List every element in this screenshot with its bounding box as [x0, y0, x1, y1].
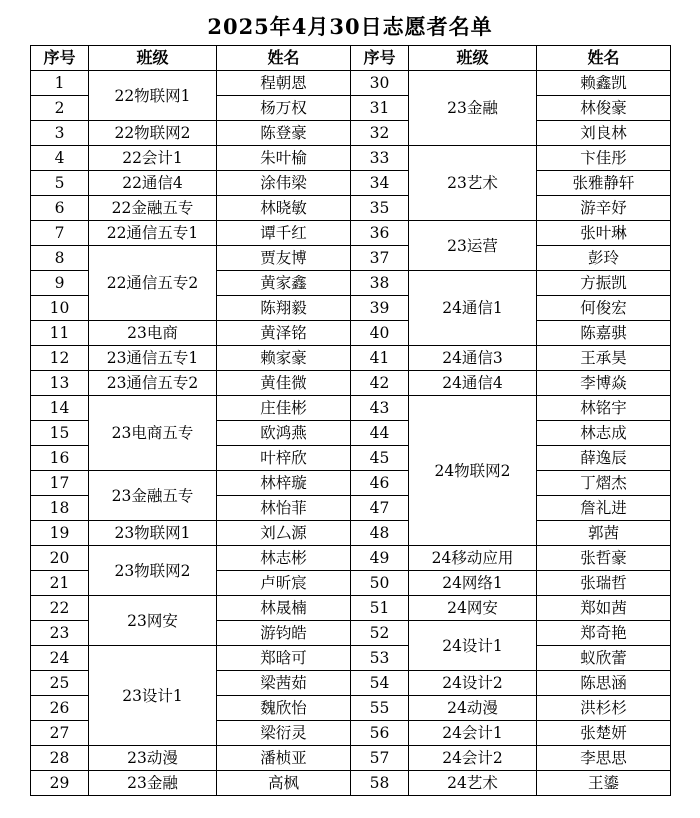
volunteer-name: 陈思涵	[537, 671, 671, 696]
table-row	[31, 521, 671, 546]
volunteer-name: 涂伟梁	[217, 171, 351, 196]
row-number: 3	[31, 121, 89, 146]
volunteer-name: 薛逸辰	[537, 446, 671, 471]
row-number: 35	[351, 196, 409, 221]
volunteer-table	[30, 45, 671, 796]
row-number: 57	[351, 746, 409, 771]
row-number: 53	[351, 646, 409, 671]
volunteer-name: 程朝恩	[217, 71, 351, 96]
class-cell: 23金融	[89, 771, 217, 796]
volunteer-name: 黄佳微	[217, 371, 351, 396]
row-number: 33	[351, 146, 409, 171]
volunteer-name: 游钧皓	[217, 621, 351, 646]
volunteer-name: 黄泽铭	[217, 321, 351, 346]
row-number: 9	[31, 271, 89, 296]
row-number: 41	[351, 346, 409, 371]
table-row	[31, 321, 671, 346]
row-number: 52	[351, 621, 409, 646]
row-number: 5	[31, 171, 89, 196]
volunteer-name: 郑奇艳	[537, 621, 671, 646]
class-cell: 24设计2	[409, 671, 537, 696]
row-number: 51	[351, 596, 409, 621]
table-row	[31, 546, 671, 571]
volunteer-name: 刘良林	[537, 121, 671, 146]
volunteer-name: 陈嘉骐	[537, 321, 671, 346]
class-cell: 23电商五专	[89, 396, 217, 471]
volunteer-name: 梁茜茹	[217, 671, 351, 696]
table-row	[31, 596, 671, 621]
class-cell: 24通信4	[409, 371, 537, 396]
volunteer-name: 高枫	[217, 771, 351, 796]
row-number: 4	[31, 146, 89, 171]
header-class: 班级	[89, 46, 217, 71]
volunteer-name: 杨万权	[217, 96, 351, 121]
volunteer-name: 王鎏	[537, 771, 671, 796]
volunteer-name: 游辛妤	[537, 196, 671, 221]
row-number: 14	[31, 396, 89, 421]
class-cell: 23网安	[89, 596, 217, 646]
class-cell: 23设计1	[89, 646, 217, 746]
row-number: 31	[351, 96, 409, 121]
volunteer-name: 黄家鑫	[217, 271, 351, 296]
volunteer-name: 张楚妍	[537, 721, 671, 746]
class-cell: 22物联网1	[89, 71, 217, 121]
table-row	[31, 146, 671, 171]
header-row	[31, 46, 671, 71]
volunteer-name: 陈登豪	[217, 121, 351, 146]
volunteer-name: 赖鑫凯	[537, 71, 671, 96]
row-number: 24	[31, 646, 89, 671]
volunteer-name: 陈翔毅	[217, 296, 351, 321]
row-number: 25	[31, 671, 89, 696]
class-cell: 22会计1	[89, 146, 217, 171]
volunteer-name: 赖家豪	[217, 346, 351, 371]
volunteer-name: 洪杉杉	[537, 696, 671, 721]
table-row	[31, 121, 671, 146]
volunteer-name: 李博焱	[537, 371, 671, 396]
row-number: 16	[31, 446, 89, 471]
row-number: 29	[31, 771, 89, 796]
volunteer-name: 梁衍灵	[217, 721, 351, 746]
volunteer-name: 潘桢亚	[217, 746, 351, 771]
class-cell: 22通信五专1	[89, 221, 217, 246]
table-row	[31, 246, 671, 271]
header-class: 班级	[409, 46, 537, 71]
volunteer-name: 叶梓欣	[217, 446, 351, 471]
header-no: 序号	[31, 46, 89, 71]
volunteer-name: 丁熠杰	[537, 471, 671, 496]
row-number: 15	[31, 421, 89, 446]
row-number: 38	[351, 271, 409, 296]
class-cell: 24通信3	[409, 346, 537, 371]
row-number: 45	[351, 446, 409, 471]
class-cell: 23通信五专2	[89, 371, 217, 396]
class-cell: 23金融五专	[89, 471, 217, 521]
volunteer-name: 何俊宏	[537, 296, 671, 321]
table-row	[31, 346, 671, 371]
volunteer-name: 卢昕宸	[217, 571, 351, 596]
volunteer-name: 李思思	[537, 746, 671, 771]
table-row	[31, 471, 671, 496]
row-number: 21	[31, 571, 89, 596]
row-number: 27	[31, 721, 89, 746]
row-number: 11	[31, 321, 89, 346]
class-cell: 22通信五专2	[89, 246, 217, 321]
row-number: 17	[31, 471, 89, 496]
class-cell: 22物联网2	[89, 121, 217, 146]
volunteer-name: 张叶琳	[537, 221, 671, 246]
class-cell: 24动漫	[409, 696, 537, 721]
class-cell: 24会计1	[409, 721, 537, 746]
row-number: 56	[351, 721, 409, 746]
class-cell: 24移动应用	[409, 546, 537, 571]
class-cell: 23物联网2	[89, 546, 217, 596]
row-number: 28	[31, 746, 89, 771]
volunteer-name: 魏欣怡	[217, 696, 351, 721]
row-number: 6	[31, 196, 89, 221]
row-number: 22	[31, 596, 89, 621]
row-number: 20	[31, 546, 89, 571]
class-cell: 24设计1	[409, 621, 537, 671]
row-number: 44	[351, 421, 409, 446]
table-row	[31, 71, 671, 96]
class-cell: 23物联网1	[89, 521, 217, 546]
row-number: 48	[351, 521, 409, 546]
row-number: 47	[351, 496, 409, 521]
row-number: 39	[351, 296, 409, 321]
row-number: 58	[351, 771, 409, 796]
volunteer-name: 张哲豪	[537, 546, 671, 571]
volunteer-name: 张瑞哲	[537, 571, 671, 596]
row-number: 49	[351, 546, 409, 571]
volunteer-name: 王承昊	[537, 346, 671, 371]
header-name: 姓名	[217, 46, 351, 71]
class-cell: 23运营	[409, 221, 537, 271]
row-number: 8	[31, 246, 89, 271]
row-number: 30	[351, 71, 409, 96]
volunteer-name: 张雅静轩	[537, 171, 671, 196]
volunteer-name: 蚁欣蕾	[537, 646, 671, 671]
row-number: 23	[31, 621, 89, 646]
class-cell: 24通信1	[409, 271, 537, 346]
class-cell: 24物联网2	[409, 396, 537, 546]
volunteer-name: 郑如茜	[537, 596, 671, 621]
table-row	[31, 196, 671, 221]
class-cell: 23动漫	[89, 746, 217, 771]
volunteer-name: 林志彬	[217, 546, 351, 571]
class-cell: 24会计2	[409, 746, 537, 771]
volunteer-name: 林晓敏	[217, 196, 351, 221]
volunteer-name: 卞佳彤	[537, 146, 671, 171]
class-cell: 23金融	[409, 71, 537, 146]
volunteer-name: 林志成	[537, 421, 671, 446]
row-number: 40	[351, 321, 409, 346]
volunteer-name: 林晟楠	[217, 596, 351, 621]
row-number: 19	[31, 521, 89, 546]
row-number: 13	[31, 371, 89, 396]
table-row	[31, 371, 671, 396]
row-number: 50	[351, 571, 409, 596]
row-number: 10	[31, 296, 89, 321]
row-number: 54	[351, 671, 409, 696]
volunteer-name: 贾友博	[217, 246, 351, 271]
volunteer-name: 郭茜	[537, 521, 671, 546]
volunteer-name: 欧鸿燕	[217, 421, 351, 446]
class-cell: 24网安	[409, 596, 537, 621]
volunteer-name: 彭玲	[537, 246, 671, 271]
row-number: 34	[351, 171, 409, 196]
table-row	[31, 646, 671, 671]
row-number: 42	[351, 371, 409, 396]
row-number: 32	[351, 121, 409, 146]
row-number: 26	[31, 696, 89, 721]
row-number: 12	[31, 346, 89, 371]
class-cell: 23艺术	[409, 146, 537, 221]
class-cell: 24网络1	[409, 571, 537, 596]
row-number: 36	[351, 221, 409, 246]
class-cell: 22金融五专	[89, 196, 217, 221]
volunteer-name: 方振凯	[537, 271, 671, 296]
row-number: 7	[31, 221, 89, 246]
volunteer-name: 朱叶榆	[217, 146, 351, 171]
volunteer-name: 林怡菲	[217, 496, 351, 521]
page-title: 2025年4月30日志愿者名单	[207, 14, 493, 39]
class-cell: 22通信4	[89, 171, 217, 196]
header-name: 姓名	[537, 46, 671, 71]
class-cell: 23通信五专1	[89, 346, 217, 371]
row-number: 55	[351, 696, 409, 721]
table-row	[31, 771, 671, 796]
volunteer-name: 刘厶源	[217, 521, 351, 546]
class-cell: 23电商	[89, 321, 217, 346]
volunteer-name: 詹礼进	[537, 496, 671, 521]
row-number: 18	[31, 496, 89, 521]
volunteer-name: 谭千红	[217, 221, 351, 246]
volunteer-name: 林梓璇	[217, 471, 351, 496]
row-number: 2	[31, 96, 89, 121]
table-row	[31, 171, 671, 196]
row-number: 1	[31, 71, 89, 96]
table-row	[31, 746, 671, 771]
row-number: 43	[351, 396, 409, 421]
volunteer-name: 庄佳彬	[217, 396, 351, 421]
volunteer-name: 郑晗可	[217, 646, 351, 671]
table-row	[31, 396, 671, 421]
volunteer-name: 林铭宇	[537, 396, 671, 421]
volunteer-name: 林俊豪	[537, 96, 671, 121]
header-no: 序号	[351, 46, 409, 71]
class-cell: 24艺术	[409, 771, 537, 796]
row-number: 46	[351, 471, 409, 496]
row-number: 37	[351, 246, 409, 271]
table-row	[31, 221, 671, 246]
